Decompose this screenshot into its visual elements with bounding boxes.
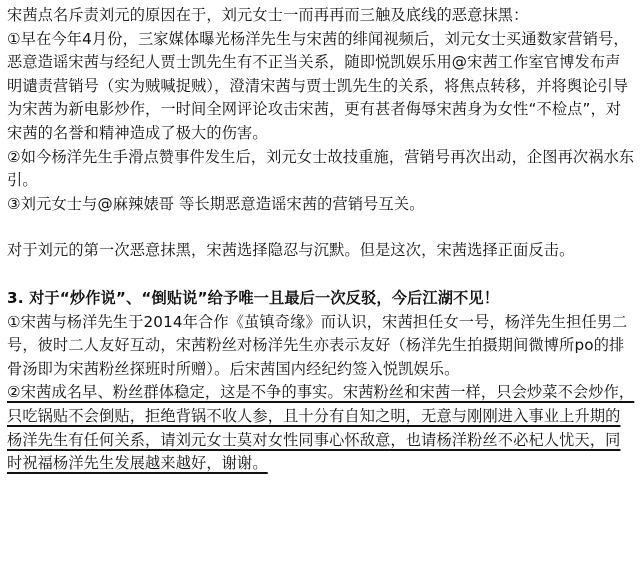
point-1-paragraph: ①早在今年4月份，三家媒体曝光杨洋先生与宋茜的绯闻视频后，刘元女士买通数家营销号，恶意造谣宋茜与经纪人贾士凯先生有不正当关系，随即悦凯娱乐用@宋茜工作室官博发布声明谴责营销号（实为贼喊捉贼），澄清宋茜与贾士凯先生的关系，将焦点转移，并将舆论引导为宋茜为新电影炒作，一时间全网评论攻击宋茜，更有甚者侮辱宋茜身为女性“不检点”，对宋茜的名誉和精神造成了极大的伤害。 [7, 29, 629, 142]
response-paragraph: 对于刘元的第一次恶意抹黑，宋茜选择隐忍与沉默。但是这次，宋茜选择正面反击。 [7, 241, 575, 260]
document-body [7, 4, 635, 476]
section-3-point-1-paragraph: ①宋茜与杨洋先生于2014年合作《茧镇奇缘》而认识，宋茜担任女一号，杨洋先生担任男二号，彼时二人友好互动，宋茜粉丝对杨洋先生亦表示友好（杨洋先生拍摄期间微博所po的排骨汤即为宋茜粉丝探班时所赠）。后宋茜国内经纪约签入悦凯娱乐。 [7, 312, 628, 378]
section-3-heading: 3. 对于“炒作说”、“倒贴说”给予唯一且最后一次反驳，今后江湖不见！ [7, 288, 500, 307]
intro-paragraph: 宋茜点名斥责刘元的原因在于，刘元女士一而再再而三触及底线的恶意抹黑： [7, 6, 529, 24]
point-2-paragraph: ②如今杨洋先生手滑点赞事件发生后，刘元女士故技重施，营销号再次出动，企图再次祸水东引。 [7, 147, 635, 190]
paragraph-gap [7, 216, 635, 239]
point-3-paragraph: ③刘元女士与@麻辣婊哥 等长期恶意造谣宋茜的营销号互关。 [7, 194, 425, 213]
section-3-point-2-paragraph: ②宋茜成名早、粉丝群体稳定，这是不争的事实。宋茜粉丝和宋茜一样，只会炒菜不会炒作，只吃锅贴不会倒贴，拒绝背锅不收人参，且十分有自知之明，无意与刚刚进入事业上升期的杨洋先生有任何关系，请刘元女士莫对女性同事心怀敌意，也请杨洋粉丝不必杞人忧天，同时祝福杨洋先生发展越来越好，谢谢。 [7, 383, 635, 473]
paragraph-gap [7, 263, 635, 287]
